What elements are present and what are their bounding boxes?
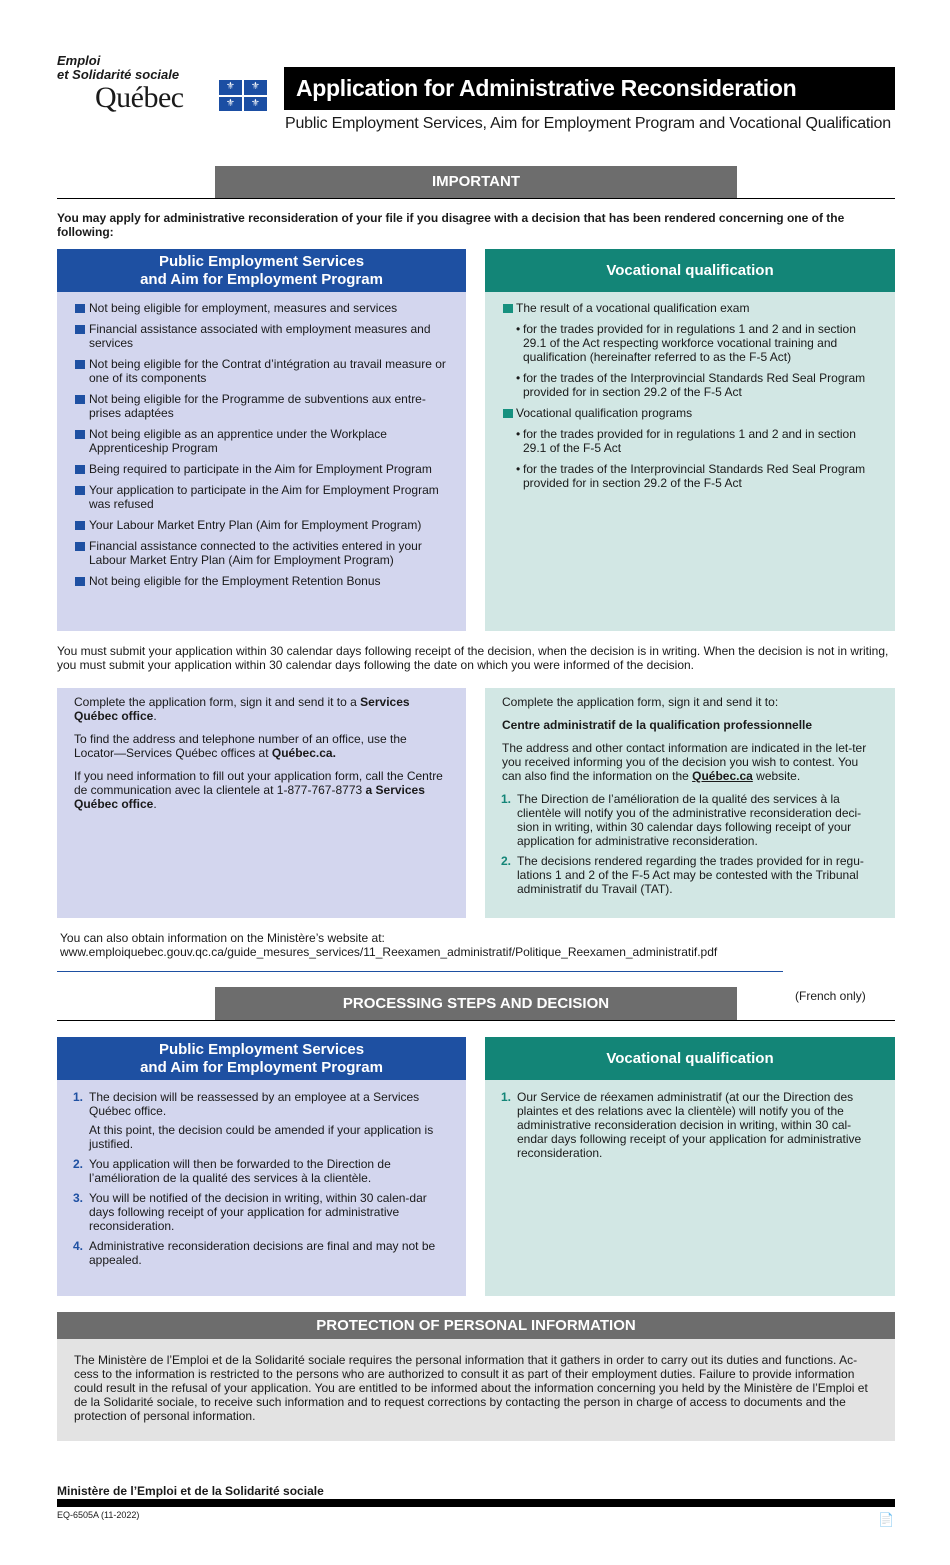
pes-heading-line-2: and Aim for Employment Program xyxy=(140,270,383,288)
vq-sub-list-2 xyxy=(485,427,877,490)
quebec-ca-link[interactable]: Québec.ca. xyxy=(271,746,336,760)
document-icon: 📄 xyxy=(878,1512,895,1527)
step-text: The Direction de l’amélioration de la qualité des services à la clientèle will notify you of the administrative reconsideration deci-sion in writing, within 30 calendar days following receipt of your application for administrative reconsideration. xyxy=(517,792,862,848)
form-subtitle: Public Employment Services, Aim for Employment Program and Vocational Qualification xyxy=(285,115,891,132)
bullet-square-icon xyxy=(75,325,85,334)
quebec-flag-icon xyxy=(219,80,267,111)
footer-bar xyxy=(57,1499,895,1507)
pes-eligibility-list xyxy=(57,301,446,588)
vq-submit-address: Centre administratif de la qualification professionnelle xyxy=(502,718,813,732)
pes-eligibility-panel xyxy=(57,292,466,631)
department-line-2: et Solidarité sociale xyxy=(57,67,180,82)
vq-heading: Vocational qualification xyxy=(485,249,895,292)
french-only-note: (French only) xyxy=(795,989,866,1003)
bullet-square-icon xyxy=(75,542,85,551)
numbered-step xyxy=(57,1157,448,1185)
list-item: Not being eligible for the Contrat d’intégration au travail measure or one of its components xyxy=(57,357,446,385)
form-title: Application for Administrative Reconsideration xyxy=(284,67,895,110)
step-text: Our Service de réexamen administratif (at our the Direction des plaintes et des relations avec la clientèle) will notify you of the administrative reconsideration decision in writing, within 30 cal-endar days following receipt of your application for administrative reconsideration. xyxy=(517,1090,862,1160)
list-item: • for the trades of the Interprovincial Standards Red Seal Program provided for in section 29.2 of the F-5 Act xyxy=(516,462,866,490)
list-item: • for the trades of the Interprovincial Standards Red Seal Program provided for in section 29.2 of the F-5 Act xyxy=(516,371,866,399)
protection-heading: PROTECTION OF PERSONAL INFORMATION xyxy=(57,1312,895,1339)
protection-text: The Ministère de l’Emploi et de la Solidarité sociale requires the personal information that it gathers in order to carry out its duties and functions. Ac-cess to the information is restricted to the persons who are authorized to consult it as part of their employment duties. Failure to provide information could result in the refusal of your application. You are entitled to be informed about the information concerning you held by the Ministère de l’Emploi et de la Solidarité sociale, to receive such information and to request corrections by contacting the person in charge of access to documents and the protection of personal information. xyxy=(57,1339,895,1441)
list-item: Not being eligible for employment, measures and services xyxy=(57,301,446,315)
processing-vq-panel xyxy=(485,1080,895,1296)
vq-sub-list-1 xyxy=(485,322,877,399)
deadline-notice: You must submit your application within 30 calendar days following receipt of the decision, when the decision is in writing. When the decision is not in writing, you must submit your application within 30 calendar days following the date on which you were informed of the decision. xyxy=(57,644,889,672)
step-number: 2. xyxy=(501,854,512,868)
important-intro: You may apply for administrative reconsideration of your file if you disagree with a decision that has been rendered concerning one of the following: xyxy=(57,211,845,239)
processing-vq-steps xyxy=(485,1090,877,1160)
step-text: The decisions rendered regarding the trades provided for in regu-lations 1 and 2 of the F-5 Act may be contested with the Tribunal administratif du Travail (TAT). xyxy=(517,854,864,896)
pes-heading xyxy=(57,249,466,292)
processing-pes-steps xyxy=(57,1090,448,1267)
bullet-square-icon xyxy=(75,360,85,369)
processing-pes-heading: Public Employment Services and Aim for Employment Program xyxy=(57,1037,466,1080)
bullet-dot-icon: • xyxy=(516,462,521,476)
bullet-square-icon xyxy=(75,304,85,313)
department-name xyxy=(57,54,179,82)
list-item: The result of a vocational qualification exam xyxy=(485,301,877,315)
list-item: Financial assistance connected to the activities entered in your Labour Market Entry Plan (Aim for Employment Program) xyxy=(57,539,446,567)
step-text: Administrative reconsideration decisions are final and may not be appealed. xyxy=(89,1239,436,1267)
step-number: 3. xyxy=(73,1191,84,1205)
list-item: Vocational qualification programs xyxy=(485,406,877,420)
step-number: 1. xyxy=(501,1090,512,1104)
pes-submit-instruction: Complete the application form, sign it and send it to a Services Québec office. xyxy=(74,695,410,723)
footer-ministry: Ministère de l’Emploi et de la Solidarité sociale xyxy=(57,1484,324,1498)
numbered-step xyxy=(485,792,877,848)
numbered-step xyxy=(485,1090,877,1160)
bullet-dot-icon: • xyxy=(516,322,521,336)
numbered-step xyxy=(57,1191,448,1233)
bullet-square-icon xyxy=(503,409,513,418)
list-item: Not being eligible as an apprentice under the Workplace Apprenticeship Program xyxy=(57,427,446,455)
vq-eligibility-list-2 xyxy=(485,406,877,420)
quebec-wordmark: Québec xyxy=(95,81,184,114)
list-item: Not being eligible for the Programme de subventions aux entre-prises adaptées xyxy=(57,392,446,420)
step-text: You will be notified of the decision in writing, within 30 calen-dar days following receipt of your application for administrative reconsideration. xyxy=(89,1191,427,1233)
bullet-square-icon xyxy=(75,521,85,530)
step-note: At this point, the decision could be amended if your application is justified. xyxy=(89,1123,434,1151)
website-url[interactable]: www.emploiquebec.gouv.qc.ca/guide_mesures_services/11_Reexamen_administratif/Politique_Reexamen_administratif.pdf xyxy=(60,945,718,959)
list-item: Being required to participate in the Aim for Employment Program xyxy=(57,462,446,476)
vq-submit-instruction: Complete the application form, sign it and send it to: xyxy=(502,695,779,709)
vq-eligibility-list xyxy=(485,301,877,315)
list-item: Your application to participate in the Aim for Employment Program was refused xyxy=(57,483,446,511)
list-item: Not being eligible for the Employment Retention Bonus xyxy=(57,574,446,588)
bullet-dot-icon: • xyxy=(516,371,521,385)
list-item: Your Labour Market Entry Plan (Aim for Employment Program) xyxy=(57,518,446,532)
step-number: 1. xyxy=(73,1090,84,1104)
list-item: Financial assistance associated with employment measures and services xyxy=(57,322,446,350)
numbered-step xyxy=(57,1239,448,1267)
bullet-dot-icon: • xyxy=(516,427,521,441)
vq-submit-panel xyxy=(485,688,895,918)
fleur-de-lis-icon: ⚜ xyxy=(219,80,242,95)
fleur-de-lis-icon: ⚜ xyxy=(244,80,267,95)
pes-submit-panel xyxy=(57,688,466,918)
fleur-de-lis-icon: ⚜ xyxy=(244,97,267,112)
step-text: You application will then be forwarded to the Direction de l’amélioration de la qualité des services à la clientèle. xyxy=(89,1157,391,1185)
numbered-step xyxy=(485,854,877,896)
form-code: EQ-6505A (11-2022) xyxy=(57,1510,140,1520)
quebec-ca-link[interactable]: Québec.ca xyxy=(692,769,753,783)
blue-divider xyxy=(57,971,783,972)
bullet-square-icon xyxy=(75,465,85,474)
processing-pes-panel xyxy=(57,1080,466,1296)
vq-contact-info: The address and other contact information are indicated in the let-ter you received informing you of the decision you wish to contest. You can also find the information on the Québec.ca website. xyxy=(502,741,867,783)
bullet-square-icon xyxy=(75,486,85,495)
divider xyxy=(57,198,895,199)
bullet-square-icon xyxy=(75,395,85,404)
numbered-step xyxy=(57,1090,448,1151)
department-line-1: Emploi xyxy=(57,53,101,68)
website-info xyxy=(60,931,895,959)
step-number: 2. xyxy=(73,1157,84,1171)
list-item: • for the trades provided for in regulations 1 and 2 and in section 29.1 of the Act respecting workforce vocational training and qualification (hereinafter referred to as the F-5 Act) xyxy=(516,322,856,364)
step-number: 4. xyxy=(73,1239,84,1253)
step-number: 1. xyxy=(501,792,512,806)
pes-heading-line-1: Public Employment Services xyxy=(158,252,365,270)
vq-submit-steps xyxy=(485,792,877,896)
divider xyxy=(57,1020,895,1021)
list-item: • for the trades provided for in regulations 1 and 2 and in section 29.1 of the F-5 Act xyxy=(516,427,856,455)
bullet-square-icon xyxy=(75,430,85,439)
vq-eligibility-panel xyxy=(485,292,895,631)
website-intro: You can also obtain information on the Ministère’s website at: xyxy=(60,931,385,945)
bullet-square-icon xyxy=(75,577,85,586)
processing-vq-heading: Vocational qualification xyxy=(485,1037,895,1080)
important-heading: IMPORTANT xyxy=(215,166,737,198)
bullet-square-icon xyxy=(503,304,513,313)
phone-info: If you need information to fill out your application form, call the Centre de communication avec la clientele at 1-877-767-8773 a Services Québec office. xyxy=(74,769,443,811)
fleur-de-lis-icon: ⚜ xyxy=(219,97,242,112)
processing-heading: PROCESSING STEPS AND DECISION xyxy=(215,987,737,1020)
office-locator-info: To find the address and telephone number of an office, use the Locator—Services Québec offices at Québec.ca. xyxy=(74,732,407,760)
step-text: The decision will be reassessed by an employee at a Services Québec office. xyxy=(89,1090,420,1118)
